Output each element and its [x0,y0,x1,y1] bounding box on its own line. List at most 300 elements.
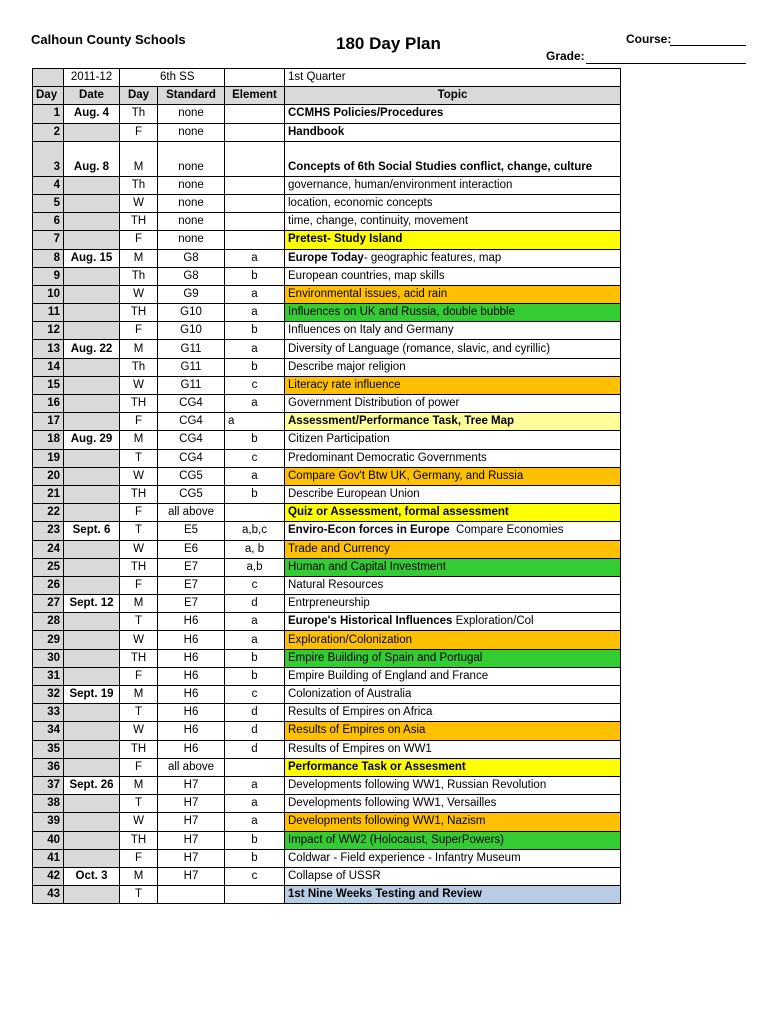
topic-heading: Europe's Historical Influences [288,615,453,628]
topic-cell [285,249,621,267]
day-number: 38 [33,795,64,813]
standard-cell: none [158,123,225,141]
date-cell [64,758,120,776]
topic-text: Results of Empires on Africa [288,706,433,719]
day-number: 10 [33,285,64,303]
element-cell: b [225,322,285,340]
day-number: 14 [33,358,64,376]
table-row [33,395,621,413]
day-number: 15 [33,376,64,394]
element-cell: b [225,849,285,867]
date-cell [64,631,120,649]
element-cell: b [225,831,285,849]
standard-cell: CG4 [158,449,225,467]
weekday-cell: Th [120,176,158,194]
element-cell [225,105,285,123]
topic-text: Diversity of Language (romance, slavic, and cyrillic) [288,342,551,355]
date-cell [64,504,120,522]
table-row [33,267,621,285]
table-row [33,285,621,303]
day-number: 26 [33,576,64,594]
topic-text: - geographic features, map [363,251,502,264]
standard-cell: H7 [158,776,225,794]
table-row [33,358,621,376]
topic-cell [285,485,621,503]
topic-heading: Enviro-Econ forces in Europe [288,524,450,537]
topic-cell [285,831,621,849]
element-cell [225,194,285,212]
standard-cell: H7 [158,831,225,849]
table-row [33,304,621,322]
table-row [33,213,621,231]
standard-cell: H6 [158,667,225,685]
standard-cell: none [158,176,225,194]
date-cell [64,358,120,376]
weekday-cell: M [120,776,158,794]
col-header-date: Date [64,87,120,105]
table-row [33,867,621,885]
topic-text: Collapse of USSR [288,869,381,882]
page-title: 180 Day Plan [336,34,441,53]
day-number: 16 [33,395,64,413]
day-number: 9 [33,267,64,285]
topic-text: Government Distribution of power [288,397,460,410]
table-row [33,231,621,249]
standard-cell: none [158,141,225,176]
element-cell [225,141,285,176]
weekday-cell: W [120,194,158,212]
element-cell [225,231,285,249]
date-cell [64,667,120,685]
date-cell: Aug. 8 [64,141,120,176]
date-cell [64,395,120,413]
standard-cell: CG4 [158,413,225,431]
weekday-cell: Th [120,358,158,376]
topic-text: Citizen Participation [288,433,390,446]
element-cell: c [225,376,285,394]
topic-cell [285,267,621,285]
element-cell: c [225,576,285,594]
topic-text: Human and Capital Investment [288,560,446,573]
standard-cell: none [158,213,225,231]
table-row [33,431,621,449]
standard-cell: none [158,231,225,249]
table-row [33,376,621,394]
day-number: 8 [33,249,64,267]
topic-cell [285,213,621,231]
element-cell: c [225,867,285,885]
element-cell: b [225,667,285,685]
standard-cell: E5 [158,522,225,540]
weekday-cell: W [120,467,158,485]
date-cell [64,285,120,303]
table-row [33,176,621,194]
date-cell [64,795,120,813]
topic-text: 1st Nine Weeks Testing and Review [288,888,482,901]
topic-cell [285,867,621,885]
table-row [33,758,621,776]
day-number: 22 [33,504,64,522]
day-number: 39 [33,813,64,831]
topic-cell [285,667,621,685]
standard-cell: E7 [158,558,225,576]
topic-text: Influences on UK and Russia, double bubble [288,306,515,319]
topic-cell [285,285,621,303]
topic-cell [285,449,621,467]
weekday-cell: T [120,522,158,540]
topic-text: Handbook [288,125,345,138]
date-cell [64,413,120,431]
date-cell: Aug. 22 [64,340,120,358]
date-cell: Sept. 6 [64,522,120,540]
day-number: 2 [33,123,64,141]
topic-text: Predominant Democratic Governments [288,451,487,464]
weekday-cell: Th [120,105,158,123]
topic-text: Empire Building of Spain and Portugal [288,651,483,664]
element-cell: a [225,613,285,631]
day-number: 40 [33,831,64,849]
topic-text: Describe European Union [288,488,420,501]
topic-text: Concepts of 6th Social Studies conflict, change, culture [288,160,593,173]
topic-cell [285,504,621,522]
standard-cell: none [158,105,225,123]
weekday-cell: W [120,285,158,303]
topic-text: Environmental issues, acid rain [288,287,448,300]
school-name: Calhoun County Schools [31,32,186,47]
weekday-cell: M [120,686,158,704]
standard-cell: H7 [158,867,225,885]
table-row [33,686,621,704]
day-number: 43 [33,886,64,904]
standard-cell: G10 [158,322,225,340]
topic-cell [285,304,621,322]
weekday-cell: W [120,631,158,649]
standard-cell: H6 [158,649,225,667]
topic-cell [285,522,621,540]
standard-cell: G10 [158,304,225,322]
table-row [33,886,621,904]
date-cell: Sept. 26 [64,776,120,794]
table-row [33,576,621,594]
col-header-weekday: Day [120,87,158,105]
weekday-cell: W [120,376,158,394]
element-cell: a [225,631,285,649]
day-number: 1 [33,105,64,123]
weekday-cell: M [120,340,158,358]
standard-cell [158,886,225,904]
element-cell: d [225,704,285,722]
table-row [33,340,621,358]
weekday-cell: TH [120,213,158,231]
topic-cell [285,141,621,176]
table-row [33,123,621,141]
weekday-cell: TH [120,649,158,667]
day-number: 6 [33,213,64,231]
weekday-cell: F [120,667,158,685]
table-row [33,558,621,576]
topic-cell [285,613,621,631]
weekday-cell: Th [120,267,158,285]
table-row [33,249,621,267]
table-header-row [33,87,621,105]
table-row [33,194,621,212]
topic-text: Literacy rate influence [288,378,401,391]
table-row [33,467,621,485]
table-row [33,831,621,849]
weekday-cell: TH [120,395,158,413]
date-cell [64,467,120,485]
standard-cell: H7 [158,849,225,867]
topic-cell [285,467,621,485]
table-row [33,795,621,813]
table-row [33,105,621,123]
date-cell [64,613,120,631]
day-number: 7 [33,231,64,249]
table-row [33,849,621,867]
element-cell [225,758,285,776]
day-number: 20 [33,467,64,485]
topic-cell [285,849,621,867]
topic-text: Developments following WW1, Versailles [288,797,497,810]
topic-text: Pretest- Study Island [288,233,403,246]
weekday-cell: TH [120,831,158,849]
date-cell [64,194,120,212]
date-cell [64,849,120,867]
date-cell [64,376,120,394]
quarter-label: 1st Quarter [285,69,621,87]
standard-cell: all above [158,758,225,776]
element-cell: a [225,776,285,794]
date-cell: Aug. 4 [64,105,120,123]
topic-text: Assessment/Performance Task, Tree Map [288,415,515,428]
topic-cell [285,704,621,722]
topic-text: location, economic concepts [288,197,433,210]
table-row [33,740,621,758]
weekday-cell: M [120,249,158,267]
date-cell [64,722,120,740]
day-number: 25 [33,558,64,576]
element-cell: a [225,304,285,322]
weekday-cell: F [120,413,158,431]
weekday-cell: F [120,504,158,522]
topic-cell [285,740,621,758]
topic-cell [285,758,621,776]
date-cell [64,740,120,758]
date-cell [64,123,120,141]
standard-cell: H6 [158,613,225,631]
topic-text: Compare Economies [449,524,564,537]
topic-cell [285,686,621,704]
weekday-cell: T [120,795,158,813]
date-cell [64,176,120,194]
day-number: 3 [33,141,64,176]
table-year-row [33,69,621,87]
day-number: 30 [33,649,64,667]
standard-cell: H7 [158,813,225,831]
day-number: 12 [33,322,64,340]
table-row [33,722,621,740]
topic-cell [285,231,621,249]
topic-cell [285,358,621,376]
topic-cell [285,595,621,613]
topic-cell [285,813,621,831]
topic-text: Results of Empires on WW1 [288,742,432,755]
topic-cell [285,395,621,413]
weekday-cell: T [120,449,158,467]
topic-cell [285,722,621,740]
standard-cell: G11 [158,376,225,394]
date-cell [64,449,120,467]
weekday-cell: M [120,595,158,613]
standard-cell: CG4 [158,395,225,413]
table-row [33,522,621,540]
element-cell: b [225,358,285,376]
date-cell [64,213,120,231]
day-number: 28 [33,613,64,631]
day-number: 41 [33,849,64,867]
day-number: 33 [33,704,64,722]
standard-cell: G8 [158,249,225,267]
element-cell: a [225,340,285,358]
col-header-day: Day [33,87,64,105]
date-cell [64,831,120,849]
day-number: 36 [33,758,64,776]
date-cell [64,886,120,904]
day-number: 29 [33,631,64,649]
day-number: 17 [33,413,64,431]
topic-text: Colonization of Australia [288,688,412,701]
date-cell [64,813,120,831]
element-cell: a [225,249,285,267]
date-cell: Sept. 19 [64,686,120,704]
topic-cell [285,886,621,904]
topic-text: CCMHS Policies/Procedures [288,107,444,120]
date-cell [64,558,120,576]
col-header-topic: Topic [285,87,621,105]
table-row [33,413,621,431]
standard-cell: H6 [158,740,225,758]
topic-text: Results of Empires on Asia [288,724,426,737]
day-number: 27 [33,595,64,613]
weekday-cell: F [120,231,158,249]
day-number: 35 [33,740,64,758]
topic-text: Developments following WW1, Nazism [288,815,486,828]
topic-cell [285,123,621,141]
weekday-cell: F [120,576,158,594]
date-cell [64,231,120,249]
table-row [33,322,621,340]
table-row [33,485,621,503]
element-cell: a [225,467,285,485]
date-cell [64,304,120,322]
date-cell [64,540,120,558]
weekday-cell: W [120,722,158,740]
table-row [33,504,621,522]
element-cell: a [225,285,285,303]
day-number: 11 [33,304,64,322]
weekday-cell: F [120,849,158,867]
topic-text: Performance Task or Assesment [288,760,466,773]
topic-text: Developments following WW1, Russian Revolution [288,779,547,792]
topic-cell [285,340,621,358]
weekday-cell: F [120,123,158,141]
element-cell: a,b,c [225,522,285,540]
standard-cell: G8 [158,267,225,285]
element-cell: b [225,485,285,503]
date-cell: Oct. 3 [64,867,120,885]
col-header-standard: Standard [158,87,225,105]
weekday-cell: F [120,758,158,776]
day-number: 5 [33,194,64,212]
weekday-cell: F [120,322,158,340]
topic-cell [285,376,621,394]
element-cell [225,886,285,904]
element-cell: d [225,595,285,613]
col-header-element: Element [225,87,285,105]
table-row [33,631,621,649]
day-plan-table [32,68,621,904]
element-cell: b [225,267,285,285]
table-row [33,776,621,794]
weekday-cell: T [120,613,158,631]
date-cell [64,704,120,722]
year-row-day-cell [33,69,64,87]
day-number: 4 [33,176,64,194]
standard-cell: none [158,194,225,212]
topic-text: Entrpreneurship [288,597,370,610]
topic-cell [285,105,621,123]
topic-cell [285,576,621,594]
element-cell: b [225,431,285,449]
standard-cell: H7 [158,795,225,813]
date-cell [64,576,120,594]
date-cell: Aug. 15 [64,249,120,267]
school-year: 2011-12 [64,69,120,87]
element-cell: a, b [225,540,285,558]
topic-heading: Europe Today [288,251,364,264]
standard-cell: E6 [158,540,225,558]
day-number: 21 [33,485,64,503]
table-row [33,704,621,722]
topic-cell [285,776,621,794]
grade-label: Grade: [546,49,585,63]
topic-cell [285,431,621,449]
element-cell: a [225,413,285,431]
day-number: 23 [33,522,64,540]
element-cell: a [225,813,285,831]
weekday-cell: M [120,867,158,885]
day-number: 18 [33,431,64,449]
standard-cell: CG5 [158,485,225,503]
topic-text: Exploration/Colonization [288,633,413,646]
date-cell [64,267,120,285]
element-cell [225,176,285,194]
date-cell: Aug. 29 [64,431,120,449]
element-cell [225,504,285,522]
course-name: 6th SS [120,69,225,87]
topic-text: Describe major religion [288,360,406,373]
standard-cell: all above [158,504,225,522]
standard-cell: CG5 [158,467,225,485]
standard-cell: H6 [158,704,225,722]
grade-blank-line [586,63,746,64]
course-blank-line [670,45,746,46]
weekday-cell: TH [120,304,158,322]
date-cell [64,649,120,667]
topic-text: Coldwar - Field experience - Infantry Museum [288,851,521,864]
element-cell: d [225,722,285,740]
weekday-cell: W [120,540,158,558]
